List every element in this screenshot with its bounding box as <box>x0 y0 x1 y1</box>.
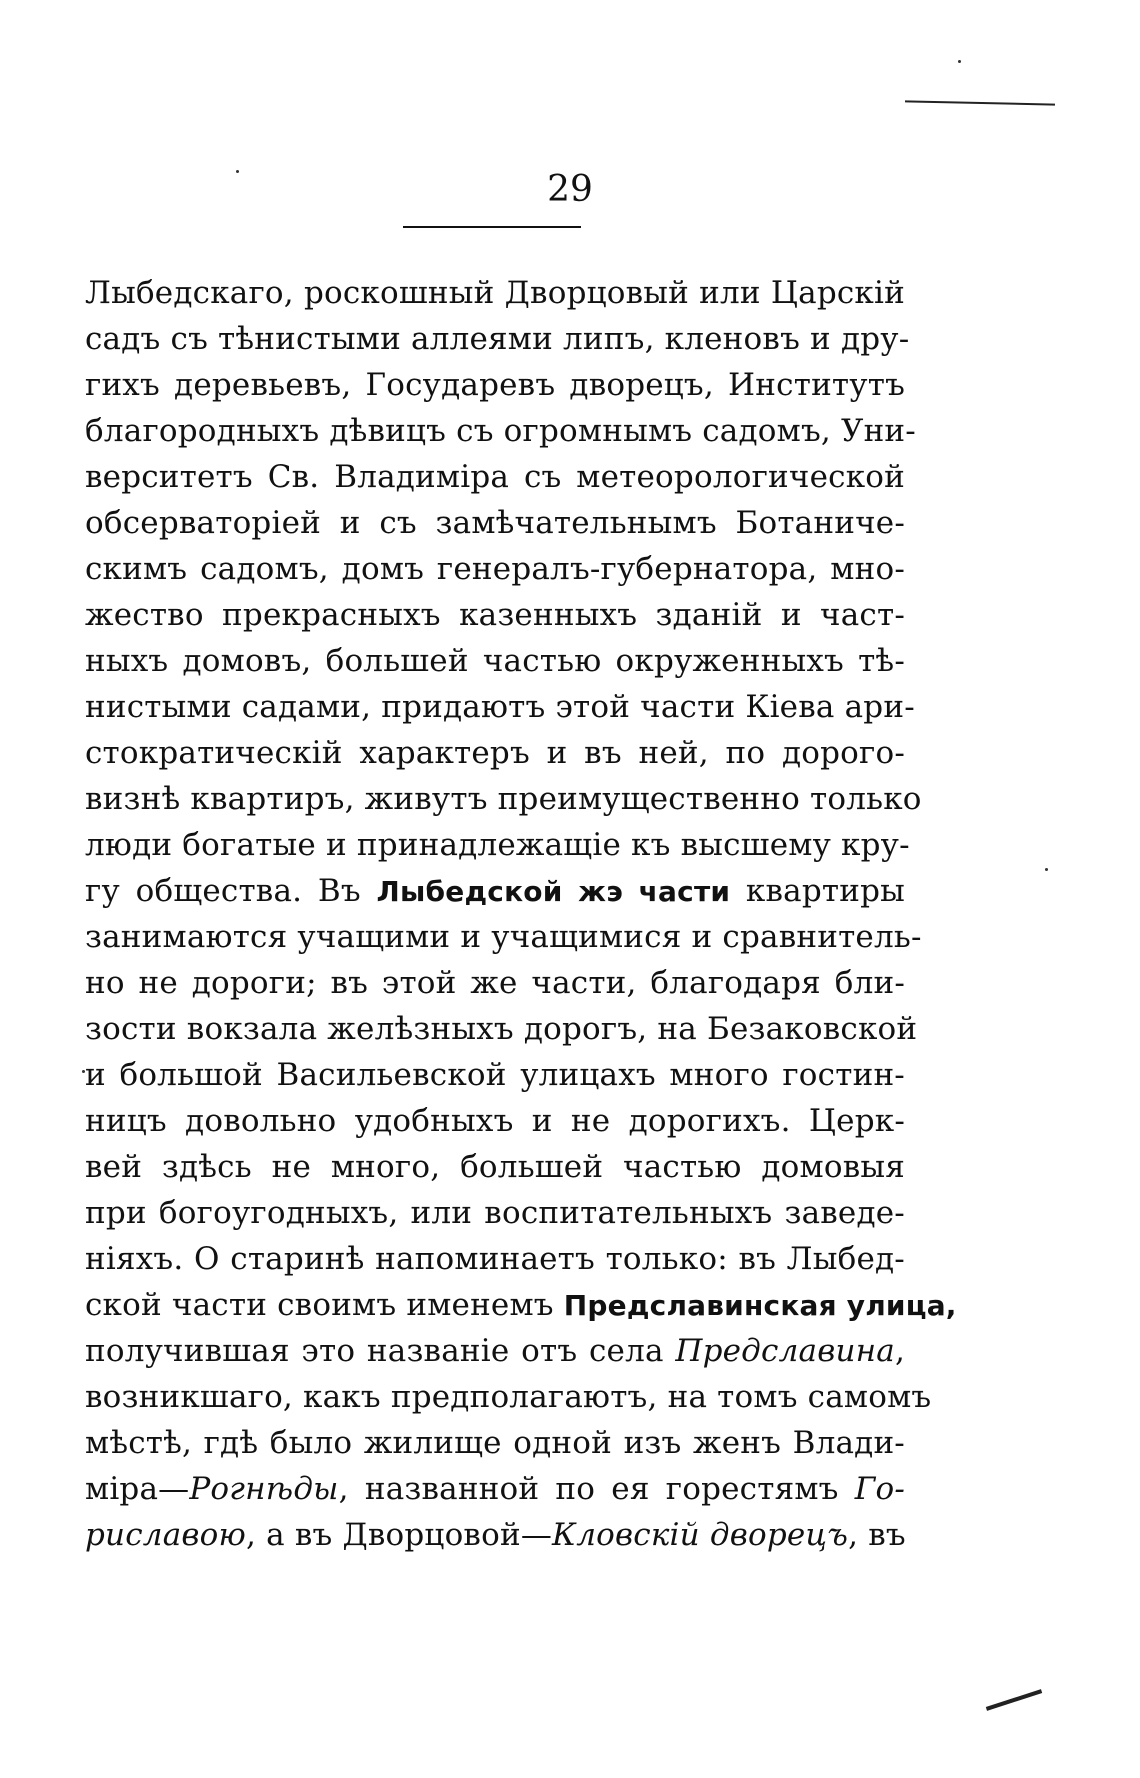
text-line <box>85 1328 905 1374</box>
text-line <box>85 1098 905 1144</box>
scan-speck <box>82 1070 85 1073</box>
text-segment: но не дороги; въ этой же части, благодаря бли- <box>85 965 905 1001</box>
text-segment: люди богатые и принадлежащіе къ высшему кру- <box>85 827 910 863</box>
page-number-rule <box>403 226 581 228</box>
text-segment: визнѣ квартиръ, живутъ преимущественно только <box>85 781 922 817</box>
text-segment: скимъ садомъ, домъ генералъ-губернатора, мно- <box>85 551 905 587</box>
text-line <box>85 1512 905 1558</box>
text-line <box>85 316 910 362</box>
text-line <box>85 684 915 730</box>
text-segment: обсерваторіей и съ замѣчательнымъ Ботаниче- <box>85 505 905 541</box>
text-line <box>85 546 905 592</box>
main-text <box>85 270 957 1558</box>
text-segment: , <box>894 1333 905 1369</box>
text-line <box>85 822 910 868</box>
text-segment: ницъ довольно удобныхъ и не дорогихъ. Церк- <box>85 1103 905 1139</box>
scan-speck <box>1045 868 1048 871</box>
text-segment: ской части своимъ именемъ <box>85 1287 564 1323</box>
text-line <box>85 868 905 914</box>
text-segment: стократическій характеръ и въ ней, по дорого- <box>85 735 905 771</box>
text-segment: квартиры <box>730 873 905 909</box>
text-segment: Предславина <box>675 1333 895 1369</box>
text-line <box>85 1052 905 1098</box>
text-segment: нистыми садами, придаютъ этой части Кіева ари- <box>85 689 915 725</box>
text-segment: міра— <box>85 1471 190 1507</box>
text-segment: возникшаго, какъ предполагаютъ, на томъ самомъ <box>85 1379 932 1415</box>
text-line <box>85 1466 905 1512</box>
text-line <box>85 1282 957 1328</box>
text-line <box>85 776 922 822</box>
scan-mark-bottom-right <box>986 1689 1042 1711</box>
text-line <box>85 914 922 960</box>
text-line <box>85 500 905 546</box>
text-segment: верситетъ Св. Владиміра съ метеорологической <box>85 459 905 495</box>
text-segment: , въ <box>848 1517 906 1553</box>
text-segment: ніяхъ. О старинѣ напоминаетъ только: въ Лыбед- <box>85 1241 905 1277</box>
text-segment: зости вокзала желѣзныхъ дорогъ, на Безаковской <box>85 1011 918 1047</box>
text-line <box>85 270 905 316</box>
text-segment: и большой Васильевской улицахъ много гостин- <box>85 1057 905 1093</box>
text-line <box>85 592 905 638</box>
text-segment: садъ съ тѣнистыми аллеями липъ, кленовъ и дру- <box>85 321 910 357</box>
text-line <box>85 638 905 684</box>
scan-mark-top-right <box>905 100 1055 105</box>
text-line <box>85 362 905 408</box>
scan-speck <box>958 60 961 63</box>
text-line <box>85 1374 932 1420</box>
page-number: 29 <box>547 169 593 210</box>
text-segment: вей здѣсь не много, большей частью домовыя <box>85 1149 905 1185</box>
text-segment: при богоугодныхъ, или воспитательныхъ заведе- <box>85 1195 905 1231</box>
text-line <box>85 408 916 454</box>
text-line <box>85 960 905 1006</box>
text-line <box>85 454 905 500</box>
text-line <box>85 1144 905 1190</box>
text-segment: благородныхъ дѣвицъ съ огромнымъ садомъ, Уни- <box>85 413 916 449</box>
text-segment: Го- <box>854 1471 905 1507</box>
text-segment: Предславинская улица, <box>563 1289 957 1322</box>
text-segment: гу общества. Въ <box>85 873 377 909</box>
text-segment: занимаются учащими и учащимися и сравнитель- <box>85 919 922 955</box>
text-line <box>85 1420 905 1466</box>
text-segment: риславою <box>85 1517 246 1553</box>
scan-speck <box>236 170 239 173</box>
text-segment: Лыбедской жэ части <box>376 875 731 908</box>
text-segment: Лыбедскаго, роскошный Дворцовый или Царскій <box>85 275 905 311</box>
text-line <box>85 1190 905 1236</box>
text-segment: мѣстѣ, гдѣ было жилище одной изъ женъ Влади- <box>85 1425 905 1461</box>
text-segment: ныхъ домовъ, большей частью окруженныхъ тѣ- <box>85 643 905 679</box>
text-segment: , а въ Дворцовой— <box>246 1517 553 1553</box>
text-segment: Рогнѣды <box>189 1471 339 1507</box>
text-segment: , названной по ея горестямъ <box>338 1471 855 1507</box>
text-line <box>85 1236 905 1282</box>
text-line <box>85 1006 918 1052</box>
text-segment: жество прекрасныхъ казенныхъ зданій и част- <box>85 597 905 633</box>
text-segment: Кловскій дворецъ <box>552 1517 849 1553</box>
text-segment: гихъ деревьевъ, Государевъ дворецъ, Институтъ <box>85 367 905 403</box>
text-line <box>85 730 905 776</box>
text-segment: получившая это названіе отъ села <box>85 1333 676 1369</box>
